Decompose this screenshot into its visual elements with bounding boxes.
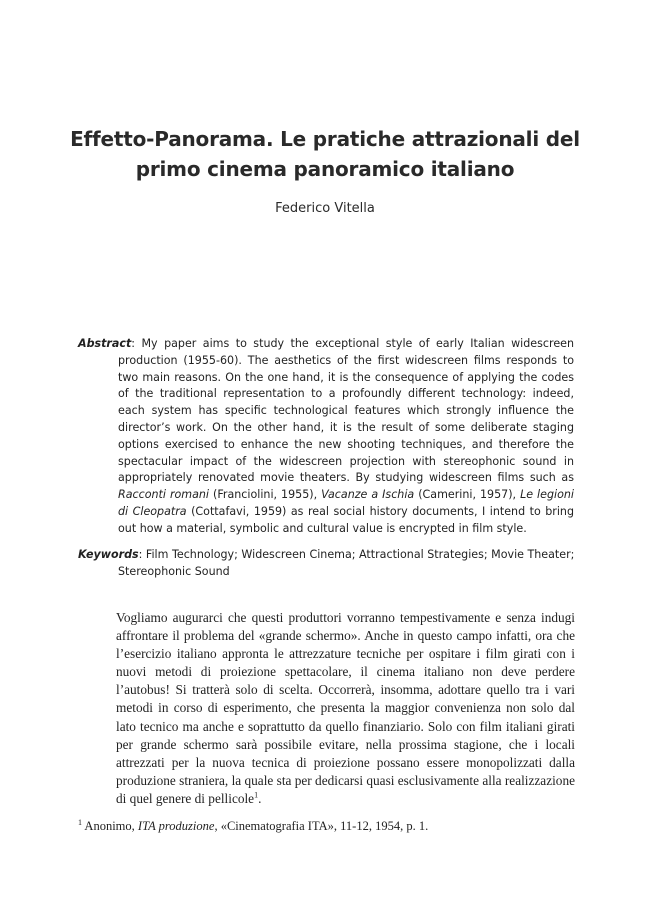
abstract-film-2: Vacanze a Ischia [321,488,415,502]
quote-paragraph [116,609,575,808]
abstract-label: Abstract [78,337,132,350]
abstract-section [78,336,574,538]
quote-text: Vogliamo augurarci che questi produttori vorranno tempestivamente e senza indugi affrontare il problema del «grande schermo». Anche in questo campo infatti, ora che l’esercizio italiano appronta le attrezzature tecniche per ospitare i film girati con i nuovi metodi di proiezione spettacolare, il cinema italiano non deve perdere l’autobus! Si tratterà solo di scelta. Occorrerà, insomma, adottare quello tra i vari metodi in corso di esperimento, che presenta la maggior convenienza non solo dal lato tecnico ma anche e soprattutto da quello finanziario. Solo con film italiani girati per grande schermo sarà possibile evitare, nella prossima stagione, che i locali attrezzati per la nuova tecnica di proiezione possano essere monopolizzati dalla produzione straniera, la quale sta per dedicarsi quasi esclusivamente alla realizzazione di quel genere di pellicole [116,610,575,806]
footnote [78,818,578,834]
abstract-paragraph [78,336,574,538]
footnote-work-title: ITA produzione [137,819,215,833]
abstract-text-3: (Camerini, 1957), [414,488,521,502]
paper-title-line-1: Effetto-Panorama. Le pratiche attrazionali del [70,127,580,151]
quote-end: . [258,790,262,806]
footnote-reference[interactable]: 1 [254,790,259,800]
keywords-label: Keywords [78,548,139,561]
author-name: Federico Vitella [275,201,375,216]
footnote-text-1: Anonimo, [82,819,138,833]
paper-title [40,124,610,184]
paper-title-line-2: primo cinema panoramico italiano [135,157,515,181]
abstract-film-3: Le legioni di Cleopatra [118,488,574,518]
abstract-text-4: (Cottafavi, 1959) as real social history documents, I intend to bring out how a material, symbolic and cultural value is encrypted in film style. [118,504,575,535]
keywords-separator: : [138,548,146,561]
abstract-text-2: (Franciolini, 1955), [209,488,322,502]
abstract-film-1: Racconti romani [118,488,210,502]
keywords-text: Film Technology; Widescreen Cinema; Attractional Strategies; Movie Theater; Stereophonic Sound [118,548,575,578]
epigraph-quote [116,609,575,808]
footnote-number: 1 [78,817,82,827]
footnote-text-2: , «Cinematografia ITA», 11-12, 1954, p. 1. [214,819,429,833]
keywords-section [78,547,578,581]
abstract-text-1: My paper aims to study the exceptional style of early Italian widescreen production (1955-60). The aesthetics of the first widescreen films responds to two main reasons. On the one hand, it is the consequence of applying the codes of the traditional representation to a profoundly different technology: indeed, each system has specific technological features which strongly influence the director’s work. On the other hand, it is the result of some deliberate staging options exercised to enhance the new shooting techniques, and therefore the spectacular impact of the widescreen projection with stereophonic sound in appropriately renovated movie theaters. By studying widescreen films such as [118,337,575,485]
abstract-separator: : [131,337,142,350]
keywords-paragraph [78,547,578,581]
